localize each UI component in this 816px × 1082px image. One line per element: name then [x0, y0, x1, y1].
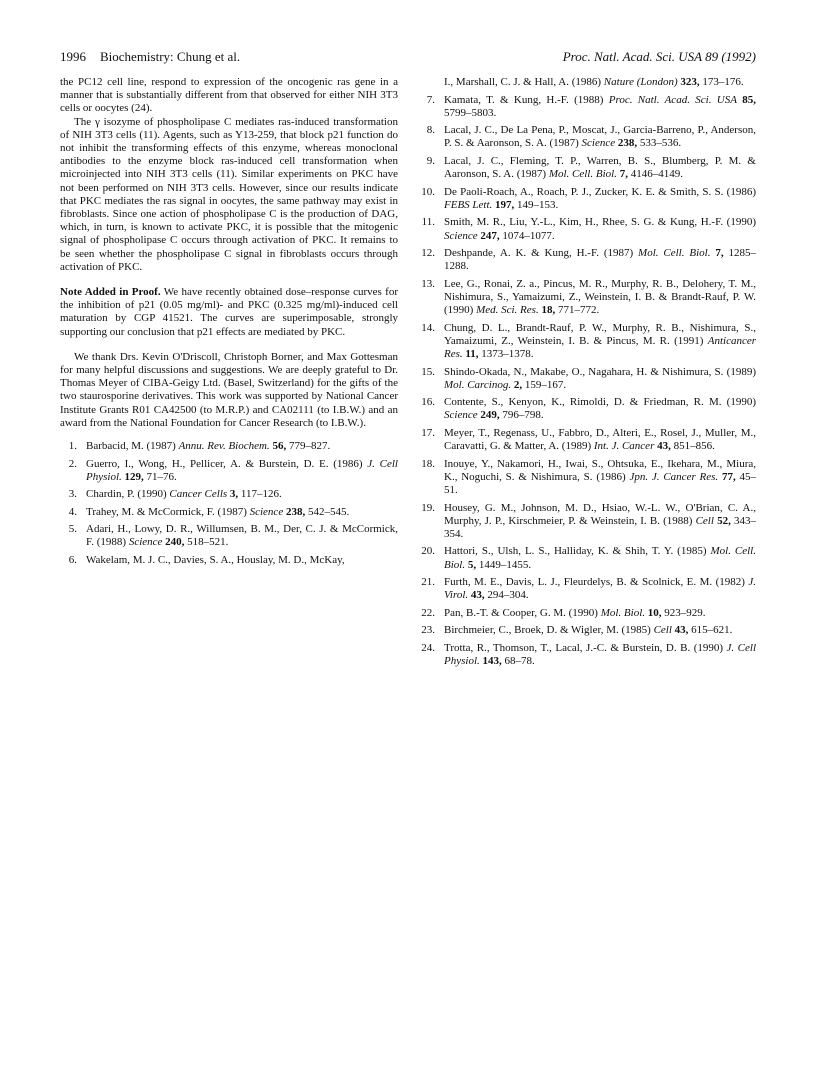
reference-item	[60, 506, 398, 519]
reference-item	[418, 624, 756, 637]
reference-journal: Mol. Cell. Biol.	[638, 247, 711, 260]
reference-pages: 159–167.	[522, 378, 567, 391]
reference-volume: 129,	[124, 470, 144, 483]
reference-journal: Annu. Rev. Biochem.	[178, 440, 270, 453]
reference-volume: 5,	[467, 558, 477, 571]
reference-journal: Jpn. J. Cancer Res.	[629, 470, 719, 483]
reference-journal: Int. J. Cancer	[593, 440, 655, 453]
reference-number: 14.	[421, 321, 435, 334]
reference-authors: Deshpande, A. K. & Kung, H.-F. (1987)	[444, 247, 639, 260]
reference-pages: 294–304.	[484, 589, 529, 602]
reference-item	[418, 576, 756, 602]
reference-volume: 43,	[657, 440, 671, 453]
reference-authors: Lacal, J. C., Fleming, T. P., Warren, B. S., Blumberg, P. M. & Aaronson, S. A. (1987)	[444, 154, 756, 181]
reference-item	[418, 545, 756, 571]
reference-authors: Lacal, J. C., De La Pena, P., Moscat, J., Garcia-Barreno, P., Anderson, P. S. & Aaronson, S. A. (1987)	[444, 124, 756, 150]
reference-number: 3.	[68, 488, 77, 501]
reference-authors: Smith, M. R., Liu, Y.-L., Kim, H., Rhee, S. G. & Kung, H.-F. (1990)	[444, 216, 756, 229]
reference-pages: 533–536.	[637, 137, 682, 150]
reference-volume: 2,	[513, 378, 523, 391]
reference-number: 4.	[68, 505, 77, 518]
reference-number: 21.	[421, 576, 435, 589]
reference-item	[418, 94, 756, 120]
reference-pages: 518–521.	[184, 536, 229, 549]
reference-journal: FEBS Lett.	[444, 198, 493, 211]
reference-journal: Anticancer Res.	[444, 334, 756, 361]
reference-journal: J. Virol.	[444, 576, 756, 602]
reference-authors: Furth, M. E., Davis, L. J., Fleurdelys, B. & Scolnick, E. M. (1982)	[444, 576, 749, 589]
reference-pages: 68–78.	[501, 655, 535, 668]
reference-pages: 851–856.	[670, 440, 715, 453]
reference-number: 24.	[421, 641, 435, 654]
reference-authors: Wakelam, M. J. C., Davies, S. A., Houslay, M. D., McKay,	[86, 553, 345, 566]
reference-pages: 1449–1455.	[476, 558, 532, 571]
reference-pages: 71–76.	[143, 470, 177, 483]
reference-authors: Pan, B.-T. & Cooper, G. M. (1990)	[444, 606, 601, 619]
reference-volume: 249,	[480, 409, 500, 422]
note-text: We have recently obtained dose–response curves for the inhibition of p21 (0.05 mg/ml)- and PKC (0.325 mg/ml)-induced cell maturation by CGP 41521. The curves are superimposable, strongly supporting our conclusion that p21 effects are mediated by PKC.	[60, 286, 398, 338]
reference-item	[418, 124, 756, 150]
note-added-in-proof	[60, 286, 398, 339]
reference-authors: Chung, D. L., Brandt-Rauf, P. W., Murphy, R. B., Nishimura, S., Yamaizumi, Z., Weinstein, I. B. & Pincus, M. R. (1991)	[444, 321, 756, 347]
reference-volume: 56,	[272, 440, 287, 453]
reference-item	[418, 155, 756, 181]
reference-number: 5.	[68, 523, 77, 536]
reference-journal: Science	[249, 505, 284, 518]
reference-item	[418, 186, 756, 212]
reference-journal: Proc. Natl. Acad. Sci. USA	[608, 93, 737, 106]
reference-number: 17.	[421, 426, 435, 439]
reference-pages: 1074–1077.	[499, 229, 555, 242]
reference-number: 2.	[68, 457, 77, 470]
reference-authors: Kamata, T. & Kung, H.-F. (1988)	[444, 93, 609, 106]
reference-item	[60, 554, 398, 567]
reference-journal: Science	[444, 229, 478, 242]
reference-number: 9.	[426, 154, 435, 167]
reference-item	[60, 488, 398, 501]
reference-pages: 796–798.	[499, 409, 544, 422]
reference-volume: 7,	[619, 168, 628, 181]
reference-journal: Mol. Cell. Biol.	[548, 168, 617, 181]
left-column	[60, 76, 398, 571]
reference-list-left	[60, 440, 398, 567]
reference-item	[418, 502, 756, 542]
reference-item	[418, 458, 756, 498]
reference-number: 20.	[421, 545, 435, 558]
reference-volume: 240,	[165, 536, 185, 549]
reference-journal: Science	[128, 536, 163, 549]
reference-authors: De Paoli-Roach, A., Roach, P. J., Zucker, K. E. & Smith, S. S. (1986)	[444, 185, 756, 198]
reference-journal: Mol. Carcinog.	[444, 378, 512, 391]
reference-journal: J. Cell Physiol.	[86, 457, 398, 483]
reference-volume: 7,	[715, 247, 724, 260]
reference-number: 12.	[421, 247, 435, 260]
reference-list-right	[418, 94, 756, 669]
reference-item	[418, 216, 756, 242]
reference-journal: Cell	[695, 514, 714, 527]
reference-pages: 615–621.	[688, 624, 733, 637]
reference-item	[418, 396, 756, 422]
reference-item	[418, 247, 756, 273]
reference-journal: Mol. Biol.	[600, 606, 646, 619]
reference-journal: Cell	[653, 624, 672, 637]
reference-volume: 52,	[717, 514, 731, 527]
reference-volume: 11,	[465, 348, 479, 361]
reference-volume: 143,	[482, 655, 502, 668]
reference-number: 23.	[421, 624, 435, 637]
page-header	[60, 49, 756, 65]
reference-pages: 1373–1378.	[478, 348, 534, 361]
reference-item	[60, 523, 398, 549]
reference-volume: 77,	[721, 470, 736, 483]
reference-number: 13.	[421, 277, 435, 290]
reference-number: 22.	[421, 606, 435, 619]
reference-item	[418, 427, 756, 453]
reference-journal: Med. Sci. Res.	[476, 304, 539, 317]
reference-volume: 197,	[495, 198, 515, 211]
reference-authors: Adari, H., Lowy, D. R., Willumsen, B. M., Der, C. J. & McCormick, F. (1988)	[86, 523, 398, 549]
body-paragraph: The γ isozyme of phospholipase C mediates ras-induced transformation of NIH 3T3 cells (11). Agents, such as Y13-259, that block p21 function do not inhibit the transforming effects of this enzyme, whereas monoclonal antibodies to the enzyme block ras-induced cell transformation when microinjected into NIH 3T3 cells (11). Similar experiments on PKC have not been performed on NIH 3T3 cells. However, since our results indicate that PKC mediates the ras signal in oocytes, the same pathway may exist in fibroblasts. Since one action of phospholipase C is the production of DAG, which, in turn, is known to activate PKC, it is possible that the mitogenic signal of phospholipase C occurs through activation of PKC. It remains to be seen whether the phospholipase C signal in fibroblasts occurs through activation of PKC.	[60, 115, 398, 273]
reference-pages: 542–545.	[305, 505, 350, 518]
reference-authors: Birchmeier, C., Broek, D. & Wigler, M. (1985)	[444, 624, 654, 637]
body-paragraph: the PC12 cell line, respond to expression of the oncogenic ras gene in a manner that is substantially different from that observed for either NIH 3T3 cells or oocytes (24).	[60, 76, 398, 115]
page-number: 1996	[60, 49, 86, 64]
reference-authors: Housey, G. M., Johnson, M. D., Hsiao, W.-L. W., O'Brian, C. A., Murphy, J. P., Kirschmeier, P. & Weinstein, I. B. (1988)	[444, 501, 756, 527]
reference-item	[418, 607, 756, 620]
reference-authors: Inouye, Y., Nakamori, H., Iwai, S., Ohtsuka, E., Ikehara, M., Miura, K., Noguchi, S. & Nishimura, S. (1986)	[444, 457, 756, 483]
reference-volume: 43,	[470, 589, 485, 602]
reference-volume: 3,	[229, 488, 239, 501]
reference-number: 1.	[68, 440, 77, 453]
reference-pages: 149–153.	[514, 198, 559, 211]
reference-pages: 779–827.	[286, 440, 331, 453]
reference-continuation: I., Marshall, C. J. & Hall, A. (1986) Nature (London) 323, 173–176.	[444, 76, 744, 88]
reference-pages: 45–51.	[444, 470, 757, 497]
reference-volume: 10,	[647, 606, 662, 619]
reference-volume: 85,	[742, 93, 757, 106]
reference-pages: 771–772.	[555, 304, 600, 317]
reference-item	[418, 322, 756, 362]
reference-number: 15.	[421, 365, 435, 378]
reference-item	[418, 278, 756, 318]
reference-pages: 1285–1288.	[444, 247, 756, 273]
running-title: Biochemistry: Chung et al.	[100, 49, 241, 64]
reference-volume: 238,	[617, 137, 638, 150]
reference-item	[60, 458, 398, 484]
note-label: Note Added in Proof.	[60, 286, 161, 299]
reference-journal: Cancer Cells	[169, 488, 228, 501]
reference-authors: Hattori, S., Ulsh, L. S., Halliday, K. & Shih, T. Y. (1985)	[444, 545, 711, 558]
reference-pages: 5799–5803.	[444, 106, 497, 119]
reference-authors: Shindo-Okada, N., Makabe, O., Nagahara, H. & Nishimura, S. (1989)	[444, 365, 756, 378]
reference-number: 19.	[421, 501, 435, 514]
reference-journal: Science	[581, 137, 616, 150]
reference-number: 16.	[421, 396, 435, 409]
right-column	[418, 76, 756, 673]
reference-authors: Chardin, P. (1990)	[86, 488, 170, 501]
reference-authors: Barbacid, M. (1987)	[86, 440, 179, 453]
reference-number: 7.	[426, 93, 435, 106]
reference-pages: 4146–4149.	[627, 168, 683, 181]
reference-volume: 247,	[480, 229, 500, 242]
reference-number: 8.	[426, 124, 435, 137]
reference-number: 10.	[421, 185, 435, 198]
journal-citation: Proc. Natl. Acad. Sci. USA 89 (1992)	[562, 49, 756, 64]
reference-authors: Meyer, T., Regenass, U., Fabbro, D., Alteri, E., Rosel, J., Muller, M., Caravatti, G. & Matter, A. (1989)	[444, 426, 756, 453]
reference-item	[418, 642, 756, 668]
reference-authors: Guerro, I., Wong, H., Pellicer, A. & Burstein, D. E. (1986)	[86, 457, 368, 470]
reference-volume: 18,	[541, 304, 556, 317]
reference-journal: Mol. Cell. Biol.	[444, 545, 756, 571]
reference-number: 6.	[68, 553, 77, 566]
reference-item	[60, 440, 398, 453]
reference-item	[418, 366, 756, 392]
reference-number: 11.	[421, 216, 435, 229]
reference-number: 18.	[421, 457, 435, 470]
reference-pages: 117–126.	[238, 488, 282, 501]
reference-pages: 343–354.	[444, 514, 756, 540]
reference-journal: Science	[444, 409, 478, 422]
reference-authors: Trotta, R., Thomson, T., Lacal, J.-C. & Burstein, D. B. (1990)	[444, 641, 727, 654]
reference-authors: Lee, G., Ronai, Z. a., Pincus, M. R., Murphy, R. B., Delohery, T. M., Nishimura, S., Yamaizumi, Z., Weinstein, I. B. & Brandt-Rauf, P. W. (1990)	[444, 277, 756, 317]
reference-authors: Trahey, M. & McCormick, F. (1987)	[86, 505, 250, 518]
reference-volume: 43,	[674, 624, 689, 637]
reference-pages: 923–929.	[661, 606, 706, 619]
reference-journal: J. Cell Physiol.	[444, 641, 756, 668]
acknowledgment: We thank Drs. Kevin O'Driscoll, Christoph Borner, and Max Gottesman for many helpful discussions and suggestions. We are deeply grateful to Dr. Thomas Meyer of CIBA-Geigy Ltd. (Basel, Switzerland) for the gifts of the two staurosporine derivatives. This work was supported by National Cancer Institute Grants R01 CA42500 (to M.R.P.) and CA02111 (to I.B.W.) and an award from the National Foundation for Cancer Research (to I.B.W.).	[60, 350, 398, 429]
reference-authors: Contente, S., Kenyon, K., Rimoldi, D. & Friedman, R. M. (1990)	[444, 396, 756, 409]
reference-volume: 238,	[285, 505, 306, 518]
